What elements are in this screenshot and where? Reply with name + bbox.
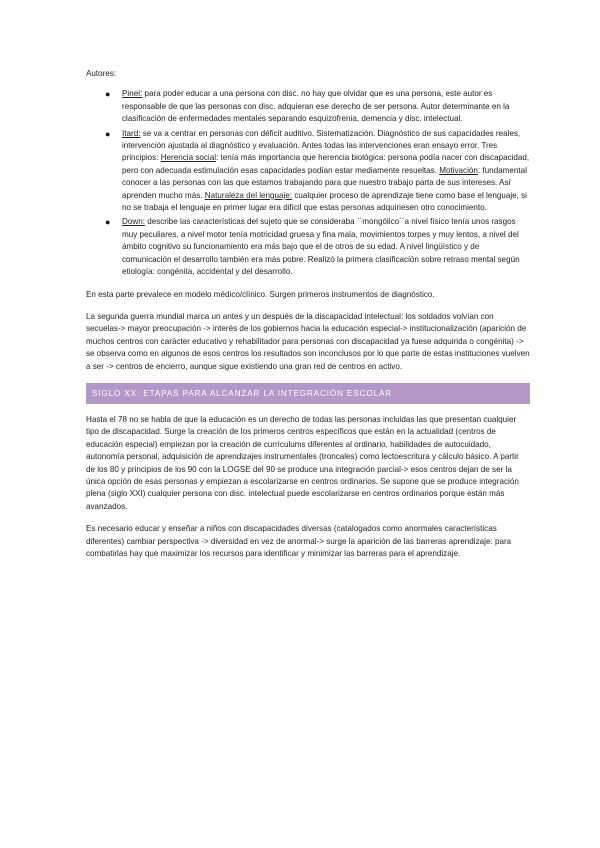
authors-label: Autores: xyxy=(86,69,117,78)
principle-text: cualquier proceso de aprendizaje tiene como base el lenguaje, si no se trabaja el lenguaje en primer lugar era difícil que estas personas adquiriesen otro conocimiento. xyxy=(122,190,527,213)
paragraph-medical-model: En esta parte prevalece en modelo médico/clínico. Surgen primeros instrumentos de diagnóstico. xyxy=(86,289,435,299)
author-name: Pinel: xyxy=(122,89,143,99)
principle-term: Naturaleza del lenguaje: xyxy=(204,190,293,200)
author-description: describe las características del sujeto que se consideraba ``mongólico´´a nivel físico tenía unos rasgos muy peculiares, a nivel motor tenía motricidad gruesa y fina mala, movimientos torpes y muy lentos, a nivel del ámbito cognitivo su funcionamiento era más bajo que el de otros de su edad. A nivel lingüístico y de comunicación el desarrollo también era más pobre. Realizó la primera clasificación sobre retraso mental según etiología: congénita, accidental y del desarrollo. xyxy=(122,217,520,277)
section-heading-banner: SIGLO XX: ETAPAS PARA ALCANZAR LA INTEGRACIÓN ESCOLAR xyxy=(86,383,530,404)
author-name: Itard: xyxy=(122,128,141,138)
principle-term: Herencia social xyxy=(160,153,217,163)
list-item xyxy=(105,128,530,215)
paragraph-integration-stages: Hasta el 78 no se habla de que la educación es un derecho de todas las personas incluidas las que presentan cualquier tipo de discapacidad. Surge la creación de los primeros centros específicos que están en la actualidad (centros de educación especial) empiezan por la creación de currículums diferentes al ordinario, habilidades de autocuidado, autonomía personal, adquisición de aprendizajes instrumentales (troncales) como lectoescritura y cálculo básico. A partir de los 80 y principios de los 90 con la LOGSE del 90 se produce una integración parcial-> esos centros dejan de ser la única opción de esas personas y empiezan a escolarizarse en centros ordinarios. Se supone que se produce integración plena (siglo XXI) cualquier persona con disc. intelectual puede escolarizarse en centros ordinarios porque están más avanzados. xyxy=(86,414,519,511)
authors-list xyxy=(86,88,530,278)
principle-text: : tenía más importancia que herencia biológica: persona podía nacer con discapacidad, pero con adecuada estimulación esas capacidades podían estar mediamente resueltas. xyxy=(122,153,530,175)
paragraph-learning-barriers: Es necesario educar y enseñar a niños con discapacidades diversas (catalogados como anormales características diferentes) cambiar perspectiva -> diversidad en vez de anormal-> surge la aparición de las barreras aprendizaje: para combatirlas hay que maximizar los recursos para identificar y minimizar las barreras para el aprendizaje. xyxy=(86,524,512,558)
principle-term: Motivación xyxy=(439,165,478,175)
author-name: Down: xyxy=(122,217,145,227)
bullet-dot-icon: ● xyxy=(105,217,111,228)
list-item xyxy=(105,88,530,125)
author-description: para poder educar a una persona con disc. no hay que olvidar que es una persona, este autor es responsable de que las personas con disc. adquieran ese derecho de ser persona. Autor determinante en la clasificación de enfermedades mentales separando esquizofrenia, demencia y disc. intelectual. xyxy=(122,89,510,124)
bullet-dot-icon: ● xyxy=(105,128,111,139)
paragraph-world-war: La segunda guerra mundial marca un antes y un después de la discapacidad intelectual: los soldados volvían con secuelas-> mayor preocupación -> interés de los gobiernos hacia la educación especial-> institucionalización (aparición de muchos centros con carácter educativo y rehabilitador para personas con discapacidad ya fuese adquirida o congénita) -> se observa como en algunos de esos centros los resultados son inconclusos por lo que parte de estas instituciones vuelven a ser -> centros de encierro, aunque sigue existiendo una gran red de centros en activo. xyxy=(86,311,530,371)
author-description: se va a centrar en personas con déficit auditivo. Sistematización. Diagnóstico de sus capacidades reales, intervención ajustada al diagnóstico y evaluación. Antes todas las intervenciones eran ensayo error. Tres principios: xyxy=(122,128,521,163)
principle-text: : fundamental conocer a las personas con las que estamos trabajando para que nuestro trabajo parta de sus intereses. Así aprenden mucho más. xyxy=(122,165,527,200)
bullet-dot-icon: ● xyxy=(105,89,111,100)
list-item xyxy=(105,216,530,278)
